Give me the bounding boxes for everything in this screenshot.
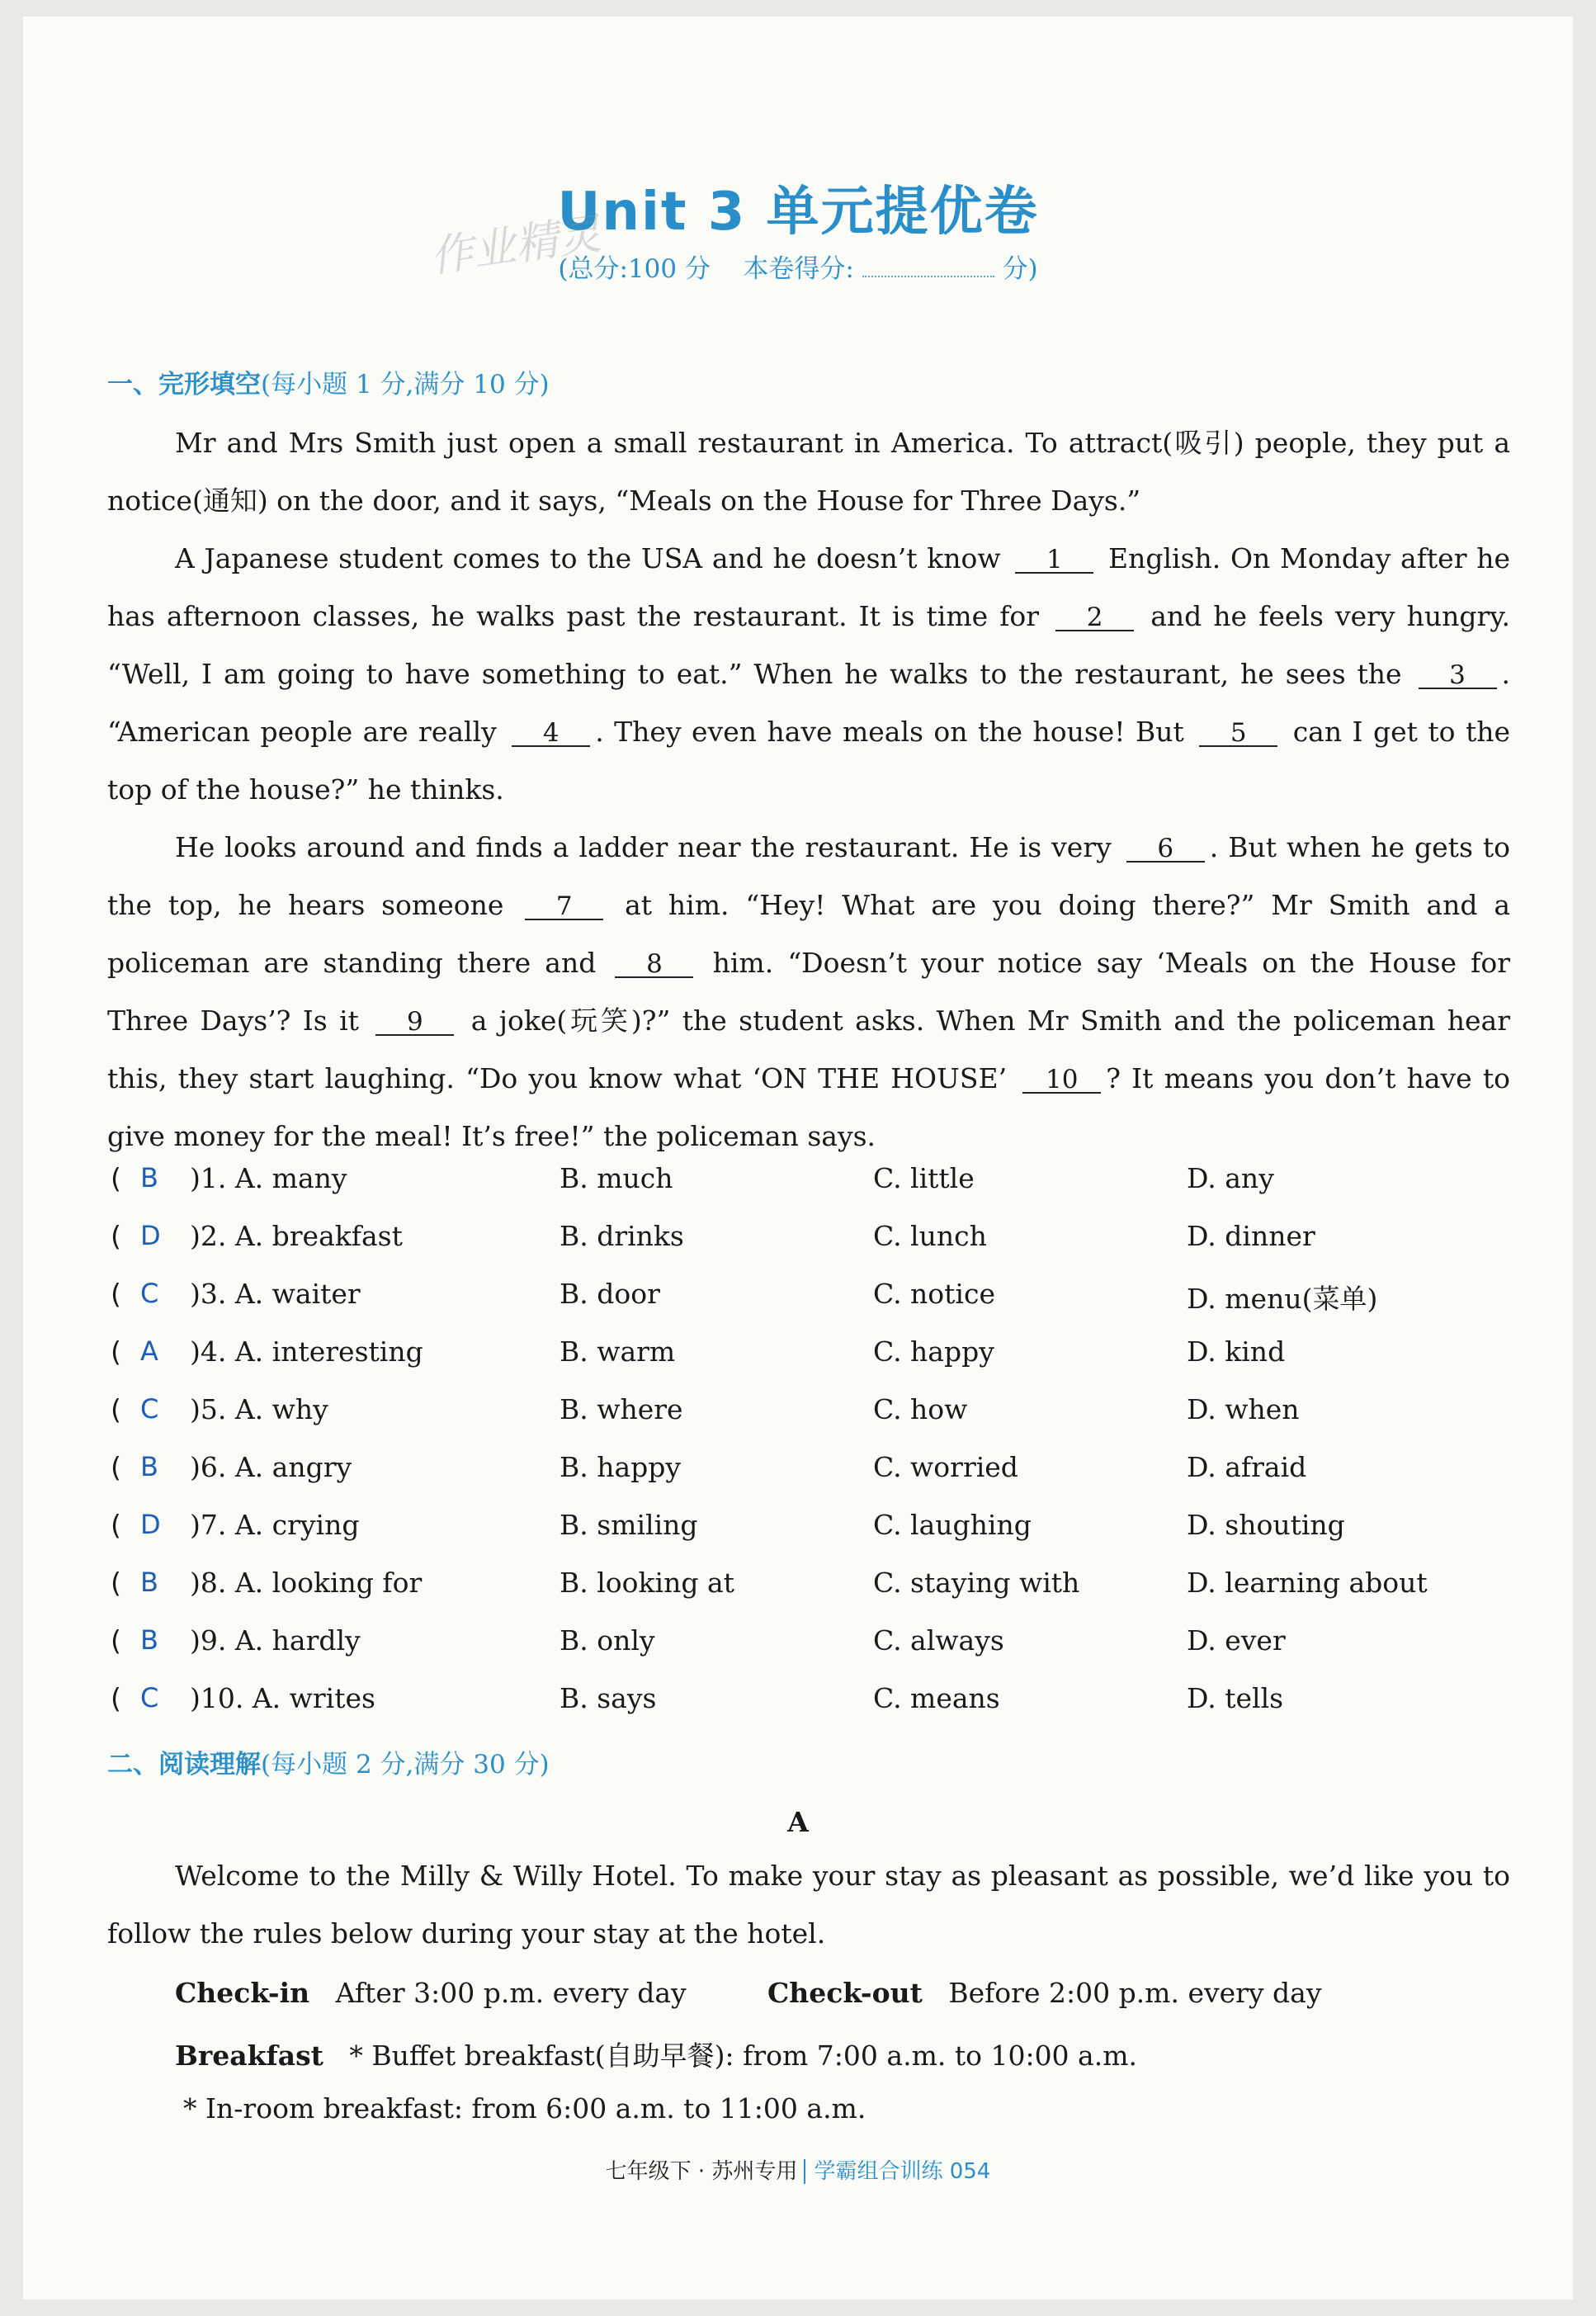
checkout-rule [767, 1977, 1322, 2009]
text: English. On Monday after he has afternoon classes, he walks past the restaurant. It is time for [107, 542, 1510, 632]
option-b: B. warm [560, 1335, 676, 1368]
option-a: )2. A. breakfast [190, 1220, 403, 1252]
answer-paren: ( [107, 1682, 124, 1714]
option-a: )7. A. crying [190, 1509, 360, 1541]
watermark: 作业精灵 [427, 209, 604, 283]
answer-choice[interactable]: C [140, 1682, 159, 1713]
cloze-blank-9[interactable]: 9 [375, 1009, 454, 1036]
option-b: B. drinks [560, 1220, 684, 1252]
answer-choice[interactable]: B [140, 1162, 158, 1193]
answer-paren: ( [107, 1162, 124, 1194]
checkout-text: Before 2:00 p.m. every day [948, 1977, 1322, 2009]
checkin-rule [175, 1977, 687, 2009]
section1-heading [107, 363, 550, 400]
answer-choice[interactable]: B [140, 1624, 158, 1656]
text: a joke(玩笑)?” the student asks. When Mr Smith and the policeman hear this, they start laughing. “Do you know what ‘ON THE HOUSE’ [107, 1004, 1510, 1094]
footer-grade: 七年级下 · 苏州专用 [605, 2159, 798, 2184]
cloze-blank-2[interactable]: 2 [1055, 605, 1134, 631]
option-a: )10. A. writes [190, 1682, 375, 1714]
question-list [107, 1162, 1527, 1740]
cloze-blank-7[interactable]: 7 [525, 894, 603, 920]
option-d: D. shouting [1187, 1509, 1345, 1541]
option-b: B. door [560, 1278, 660, 1310]
option-d: D. when [1187, 1393, 1300, 1425]
answer-choice[interactable]: C [140, 1278, 159, 1309]
answer-choice[interactable]: D [140, 1509, 161, 1540]
question-row [107, 1451, 1527, 1509]
cloze-blank-5[interactable]: 5 [1199, 721, 1277, 747]
section2-title: 二、阅读理解 [107, 1750, 261, 1780]
option-b: B. smiling [560, 1509, 698, 1541]
text: He looks around and finds a ladder near the restaurant. He is very [175, 831, 1112, 863]
text: at him. “Hey! What are you doing there?” Mr Smith and a policeman are standing there and [107, 889, 1510, 979]
question-row [107, 1567, 1527, 1624]
answer-paren: ( [107, 1567, 124, 1599]
checkin-text: After 3:00 p.m. every day [335, 1977, 687, 2009]
text: . “American people are really [107, 658, 1510, 748]
option-a: )1. A. many [190, 1162, 347, 1194]
score-label: 本卷得分: [743, 254, 854, 284]
text: him. “Doesn’t your notice say ‘Meals on the House for Three Days’? Is it [107, 947, 1510, 1037]
passage-paragraph-1: Mr and Mrs Smith just open a small restaurant in America. To attract(吸引) people, they put a notice(通知) on the door, and it says, “Meals on the House for Three Days.” [107, 427, 1510, 517]
option-a: )5. A. why [190, 1393, 328, 1425]
option-c: C. happy [873, 1335, 994, 1368]
part-label: A [787, 1806, 809, 1838]
text: and he feels very hungry. “Well, I am going to have something to eat.” When he walks to the restaurant, he sees the [107, 600, 1510, 690]
section2-subtitle: (每小题 2 分,满分 30 分) [261, 1750, 550, 1780]
option-c: C. always [873, 1624, 1004, 1657]
cloze-blank-6[interactable]: 6 [1126, 836, 1205, 863]
question-row [107, 1393, 1527, 1451]
option-c: C. lunch [873, 1220, 987, 1252]
score-blank[interactable] [862, 254, 994, 277]
answer-paren: ( [107, 1220, 124, 1252]
text: . They even have meals on the house! But [595, 716, 1184, 748]
option-b: B. where [560, 1393, 683, 1425]
section1-subtitle: (每小题 1 分,满分 10 分) [261, 370, 550, 399]
question-row [107, 1162, 1527, 1220]
footer-brand: 学霸组合训练 054 [804, 2159, 990, 2184]
answer-choice[interactable]: A [140, 1335, 158, 1367]
section2-heading [107, 1743, 550, 1780]
text: can I get to the top of the house?” he thinks. [107, 716, 1510, 806]
answer-paren: ( [107, 1624, 124, 1657]
section1-title: 一、完形填空 [107, 370, 261, 399]
option-d: D. learning about [1187, 1567, 1428, 1599]
option-c: C. staying with [873, 1567, 1080, 1599]
option-b: B. only [560, 1624, 655, 1657]
breakfast-rule [175, 2035, 1137, 2073]
inroom-rule: * In-room breakfast: from 6:00 a.m. to 11:00 a.m. [183, 2092, 866, 2125]
score-line [0, 248, 1596, 285]
option-d: D. tells [1187, 1682, 1284, 1714]
option-a: )9. A. hardly [190, 1624, 361, 1657]
question-row [107, 1335, 1527, 1393]
breakfast-text: * Buffet breakfast(自助早餐): from 7:00 a.m. to 10:00 a.m. [349, 2039, 1137, 2072]
passage-paragraph-3 [107, 819, 1510, 1165]
answer-choice[interactable]: C [140, 1393, 159, 1425]
checkin-label: Check-in [175, 1977, 310, 2009]
option-a: )8. A. looking for [190, 1567, 423, 1599]
option-c: C. worried [873, 1451, 1018, 1483]
text: A Japanese student comes to the USA and he doesn’t know [175, 542, 1001, 574]
checkout-label: Check-out [767, 1977, 923, 2009]
option-c: C. little [873, 1162, 975, 1194]
answer-paren: ( [107, 1335, 124, 1368]
option-c: C. laughing [873, 1509, 1032, 1541]
answer-paren: ( [107, 1278, 124, 1310]
answer-paren: ( [107, 1509, 124, 1541]
answer-choice[interactable]: B [140, 1451, 158, 1482]
option-b: B. much [560, 1162, 673, 1194]
total-score: (总分:100 分 [558, 254, 711, 284]
question-row [107, 1278, 1527, 1335]
page-footer [0, 2154, 1596, 2185]
cloze-blank-4[interactable]: 4 [512, 721, 590, 747]
option-d: D. kind [1187, 1335, 1286, 1368]
cloze-blank-1[interactable]: 1 [1015, 547, 1093, 574]
question-row [107, 1220, 1527, 1278]
cloze-blank-10[interactable]: 10 [1022, 1067, 1101, 1094]
answer-paren: ( [107, 1451, 124, 1483]
passage-paragraph-2 [107, 530, 1510, 819]
option-a: )6. A. angry [190, 1451, 352, 1483]
question-row [107, 1509, 1527, 1567]
option-b: B. happy [560, 1451, 682, 1483]
option-d: D. any [1187, 1162, 1274, 1194]
option-c: C. notice [873, 1278, 996, 1310]
question-row [107, 1624, 1527, 1682]
breakfast-label: Breakfast [175, 2039, 323, 2072]
answer-paren: ( [107, 1393, 124, 1425]
cloze-blank-8[interactable]: 8 [615, 952, 693, 978]
option-b: B. says [560, 1682, 657, 1714]
text: . But when he gets to the top, he hears someone [107, 831, 1511, 921]
option-d: D. afraid [1187, 1451, 1307, 1483]
question-row [107, 1682, 1527, 1740]
option-a: )4. A. interesting [190, 1335, 423, 1368]
option-d: D. menu(菜单) [1187, 1283, 1378, 1315]
text: ? It means you don’t have to give money for the meal! It’s free!” the policeman says. [107, 1062, 1510, 1152]
option-d: D. ever [1187, 1624, 1286, 1657]
answer-choice[interactable]: D [140, 1220, 161, 1251]
option-b: B. looking at [560, 1567, 734, 1599]
page-title: Unit 3 单元提优卷 [557, 182, 1039, 243]
option-a: )3. A. waiter [190, 1278, 361, 1310]
score-unit: 分) [1002, 254, 1038, 284]
cloze-blank-3[interactable]: 3 [1419, 663, 1497, 689]
hotel-intro: Welcome to the Milly & Willy Hotel. To make your stay as pleasant as possible, we’d like you to follow the rules below during your stay at the hotel. [107, 1860, 1510, 1950]
option-c: C. how [873, 1393, 968, 1425]
answer-choice[interactable]: B [140, 1567, 158, 1598]
option-d: D. dinner [1187, 1220, 1315, 1252]
option-c: C. means [873, 1682, 1000, 1714]
